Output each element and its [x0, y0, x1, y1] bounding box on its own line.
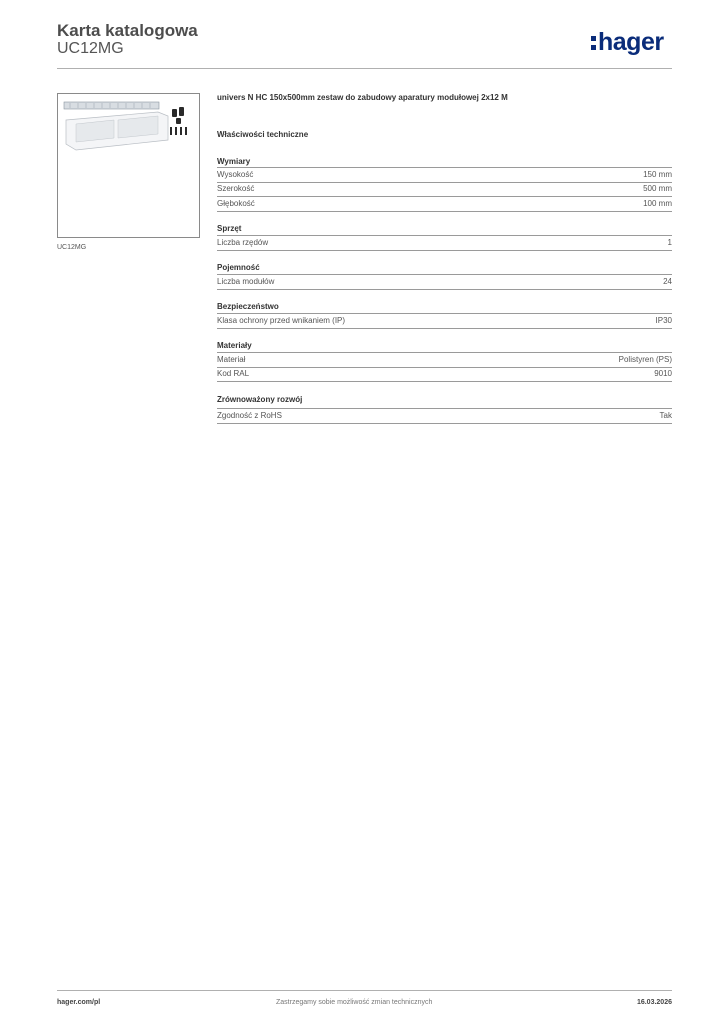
section-heading-safety: Bezpieczeństwo: [217, 302, 279, 311]
spec-label: Kod RAL: [217, 369, 250, 378]
spec-value: Tak: [659, 411, 672, 420]
spec-row: [217, 167, 672, 183]
spec-value: IP30: [655, 316, 672, 325]
spec-value: 500 mm: [643, 184, 672, 193]
hager-logo: [591, 28, 664, 56]
spec-row: [217, 367, 672, 382]
spec-row: [217, 313, 672, 329]
spec-value: 9010: [654, 369, 672, 378]
spec-row: [217, 235, 672, 251]
spec-row: [217, 408, 672, 424]
section-heading-sustainability: Zrównoważony rozwój: [217, 395, 303, 404]
section-heading-materials: Materiały: [217, 341, 252, 350]
footer-disclaimer: Zastrzegamy sobie możliwość zmian technicznych: [276, 999, 433, 1006]
image-caption: UC12MG: [57, 244, 87, 251]
spec-label: Zgodność z RoHS: [217, 411, 282, 420]
footer-date: 16.03.2026: [636, 999, 672, 1006]
section-heading-equipment: Sprzęt: [217, 224, 242, 233]
product-details: [217, 93, 672, 420]
logo-text: hager: [598, 28, 664, 56]
footer-website-link[interactable]: hager.com/pl: [57, 999, 101, 1006]
spec-row: [217, 274, 672, 290]
spec-label: Liczba rzędów: [217, 238, 269, 247]
properties-heading: Właściwości techniczne: [217, 130, 309, 139]
header-divider: [57, 68, 672, 69]
spec-value: Polistyren (PS): [618, 355, 672, 364]
enclosure-illustration-icon: [58, 94, 199, 237]
spec-value: 1: [667, 238, 672, 247]
product-image: [57, 93, 200, 238]
spec-row: [217, 197, 672, 212]
section-heading-dimensions: Wymiary: [217, 157, 251, 166]
spec-label: Głębokość: [217, 199, 255, 208]
spec-value: 100 mm: [643, 199, 672, 208]
spec-label: Liczba modułów: [217, 277, 275, 286]
spec-label: Materiał: [217, 355, 246, 364]
spec-row: [217, 182, 672, 197]
product-code: UC12MG: [57, 40, 124, 57]
section-heading-capacity: Pojemność: [217, 263, 260, 272]
spec-row: [217, 352, 672, 368]
spec-label: Klasa ochrony przed wnikaniem (IP): [217, 316, 346, 325]
footer-divider: [57, 990, 672, 991]
spec-label: Szerokość: [217, 184, 255, 193]
logo-dots-icon: [591, 28, 596, 56]
product-title: univers N HC 150x500mm zestaw do zabudowy aparatury modułowej 2x12 M: [217, 93, 508, 102]
spec-value: 150 mm: [643, 170, 672, 179]
spec-value: 24: [663, 277, 672, 286]
spec-label: Wysokość: [217, 170, 254, 179]
page-title: Karta katalogowa: [57, 21, 198, 40]
